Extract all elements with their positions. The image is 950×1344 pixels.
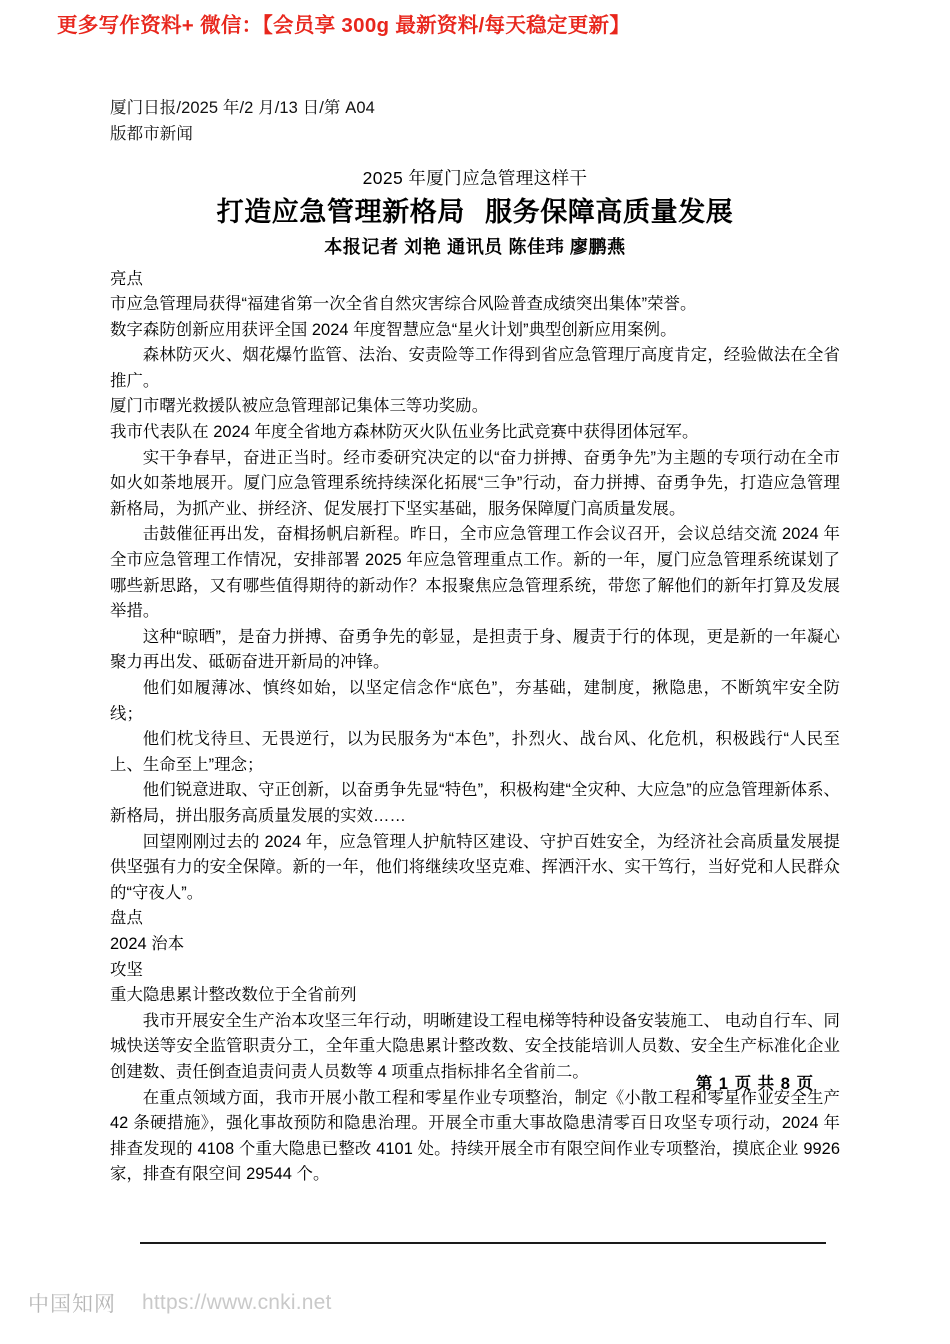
article-paragraph: 他们锐意进取、守正创新，以奋勇争先显“特色”，积极构建“全灾种、大应急”的应急管理新体系、新格局，拼出服务高质量发展的实效…… — [110, 781, 840, 825]
article-paragraph: 2024 治本 — [110, 934, 185, 953]
title-block — [110, 165, 840, 260]
article-paragraph: 森林防灭火、烟花爆竹监管、法治、安责险等工作得到省应急管理厅高度肯定，经验做法在全省推广。 — [110, 346, 840, 390]
article-paragraph: 数字森防创新应用获评全国 2024 年度智慧应急“星火计划”典型创新应用案例。 — [110, 320, 677, 339]
source-line-1: 厦门日报/2025 年/2 月/13 日/第 A04 — [110, 99, 375, 117]
article-paragraph: 攻坚 — [110, 960, 143, 979]
promo-banner-text: 更多写作资料+ 微信：【会员享 300g 最新资料/每天稳定更新】 — [57, 14, 631, 37]
article-paragraph: 这种“晾晒”，是奋力拼搏、奋勇争先的彰显，是担责于身、履责于行的体现，更是新的一年凝心聚力再出发、砥砺奋进开新局的冲锋。 — [110, 627, 840, 672]
page-number-indicator: 第 1 页 共 8 页 — [695, 1075, 814, 1093]
article-paragraph: 在重点领域方面，我市开展小散工程和零星作业专项整治，制定《小散工程和零星作业安全生产 42 条硬措施》，强化事故预防和隐患治理。开展全市重大事故隐患清零百日攻坚专项行动，2024 年排查发现的 4108 个重大隐患已整改 4101 处。持续开展全市有限空间作业专项整治，摸底企业 9926 家，排查有限空间 29544 个。 — [110, 1088, 840, 1184]
footer-divider — [140, 1242, 826, 1244]
article-paragraph: 我市开展安全生产治本攻坚三年行动，明晰建设工程电梯等特种设备安装施工、 电动自行车、同城快送等安全监管职责分工，全年重大隐患累计整改数、安全技能培训人员数、安全生产标准化企业创建数、责任倒查追责问责人员数等 4 项重点指标排名全省前二。 — [110, 1011, 840, 1081]
article-paragraph: 击鼓催征再出发，奋楫扬帆启新程。昨日，全市应急管理工作会议召开，会议总结交流 2024 年全市应急管理工作情况，安排部署 2025 年应急管理重点工作。新的一年，厦门应急管理系统谋划了哪些新思路，又有哪些值得期待的新动作？本报聚焦应急管理系统，带您了解他们的新年打算及发展举措。 — [110, 525, 840, 621]
headline-part-1: 打造应急管理新格局 — [216, 197, 465, 228]
cnki-url-label: https://www.cnki.net — [142, 1291, 332, 1314]
article-paragraph: 厦门市曙光救援队被应急管理部记集体三等功奖励。 — [110, 397, 489, 416]
article-paragraph: 我市代表队在 2024 年度全省地方森林防灭火队伍业务比武竞赛中获得团体冠军。 — [110, 423, 699, 442]
headline-part-2: 服务保障高质量发展 — [485, 197, 734, 228]
article-paragraph: 他们枕戈待旦、无畏逆行，以为民服务为“本色”，扑烈火、战台风、化危机，积极践行“人民至上、生命至上”理念； — [110, 730, 840, 774]
document-content — [110, 96, 840, 1188]
article-paragraph: 盘点 — [110, 909, 143, 928]
article-paragraph: 重大隐患累计整改数位于全省前列 — [110, 986, 357, 1005]
article-paragraph: 实干争春早，奋进正当时。经市委研究决定的以“奋力拼搏、奋勇争先”为主题的专项行动在全市如火如荼地展开。厦门应急管理系统持续深化拓展“三争”行动，奋力拼搏、奋勇争先，打造应急管理新格局，为抓产业、拼经济、促发展打下坚实基础，服务保障厦门高质量发展。 — [110, 448, 840, 518]
article-byline: 本报记者 刘艳 通讯员 陈佳玮 廖鹏燕 — [324, 236, 626, 257]
article-paragraph: 回望刚刚过去的 2024 年，应急管理人护航特区建设、守护百姓安全，为经济社会高质量发展提供坚强有力的安全保障。新的一年，他们将继续攻坚克难、挥洒汗水、实干笃行，当好党和人民群众的“守夜人”。 — [110, 832, 840, 902]
article-kicker: 2025 年厦门应急管理这样干 — [362, 168, 588, 189]
article-body — [110, 267, 840, 1188]
article-paragraph: 他们如履薄冰、慎终如始，以坚定信念作“底色”，夯基础，建制度，揪隐患，不断筑牢安全防线； — [110, 679, 840, 723]
article-paragraph: 市应急管理局获得“福建省第一次全省自然灾害综合风险普查成绩突出集体”荣誉。 — [110, 295, 697, 314]
article-paragraph: 亮点 — [110, 269, 143, 288]
cnki-brand-label: 中国知网 — [28, 1293, 116, 1316]
page-title — [110, 193, 840, 232]
source-line-2: 版都市新闻 — [110, 124, 193, 143]
cnki-watermark — [28, 1288, 332, 1318]
